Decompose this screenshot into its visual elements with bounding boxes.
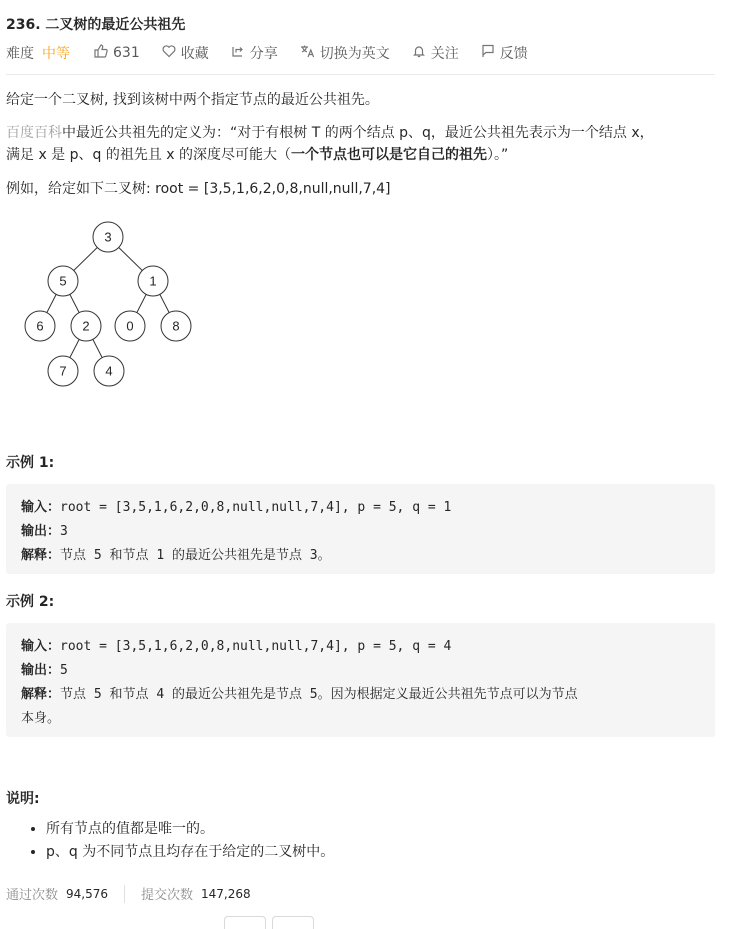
example-2-box bbox=[6, 623, 715, 737]
baidu-baike-link[interactable]: 百度百科 bbox=[6, 125, 62, 141]
switch-language-label: 切换为英文 bbox=[319, 46, 390, 62]
tree-node-label: 3 bbox=[104, 229, 112, 245]
note-item: • p、q 为不同节点且均存在于给定的二叉树中。 bbox=[46, 841, 334, 864]
follow-label: 关注 bbox=[430, 46, 459, 62]
note-item: • 所有节点的值都是唯一的。 bbox=[46, 818, 334, 841]
output-label: 输出： bbox=[21, 663, 61, 678]
share-label: 分享 bbox=[249, 46, 278, 62]
example-2-input: root = [3,5,1,6,2,0,8,null,null,7,4], p = 5, q = 4 bbox=[60, 639, 452, 654]
example-1-heading: 示例 1: bbox=[6, 455, 55, 471]
favorite-button[interactable] bbox=[162, 43, 209, 63]
problem-title: 236. 二叉树的最近公共祖先 bbox=[6, 17, 186, 33]
output-label: 输出： bbox=[21, 524, 61, 539]
submission-stats bbox=[6, 884, 251, 903]
heart-icon bbox=[162, 44, 176, 62]
example-2-explain-line bbox=[21, 683, 578, 702]
favorite-label: 收藏 bbox=[180, 46, 209, 62]
thumbs-up-icon bbox=[94, 44, 108, 62]
example-2-explain-cont: 本身。 bbox=[21, 711, 61, 726]
feedback-button[interactable] bbox=[481, 43, 528, 63]
explain-label: 解释： bbox=[21, 687, 61, 702]
like-button[interactable] bbox=[94, 44, 140, 62]
example-1-box bbox=[6, 484, 715, 574]
tree-node-label: 4 bbox=[105, 363, 113, 379]
tree-node-label: 0 bbox=[126, 318, 134, 334]
submitted-count: 147,268 bbox=[201, 886, 251, 901]
example-intro: 例如，给定如下二叉树: root = [3,5,1,6,2,0,8,null,null,7,4] bbox=[6, 181, 391, 197]
example-1-explain: 节点 5 和节点 1 的最近公共祖先是节点 3。 bbox=[60, 548, 331, 563]
like-count: 631 bbox=[113, 45, 140, 61]
definition-text-2a: 满足 x 是 p、q 的祖先且 x 的深度尽可能大（ bbox=[6, 147, 292, 163]
example-1-explain-line bbox=[21, 544, 331, 563]
flag-icon bbox=[481, 44, 495, 62]
problem-intro: 给定一个二叉树, 找到该树中两个指定节点的最近公共祖先。 bbox=[6, 92, 379, 108]
header-divider bbox=[6, 74, 715, 75]
problem-meta-bar bbox=[6, 43, 715, 63]
example-2-input-line bbox=[21, 635, 451, 654]
input-label: 输入： bbox=[21, 639, 61, 654]
notes-heading: 说明: bbox=[6, 791, 40, 807]
definition-text-1: 中最近公共祖先的定义为：“对于有根树 T 的两个结点 p、q，最近公共祖先表示为一个结点 x， bbox=[62, 125, 654, 141]
difficulty-label: 难度 bbox=[6, 46, 34, 62]
tree-node-label: 5 bbox=[59, 273, 67, 289]
example-2-heading: 示例 2: bbox=[6, 594, 55, 610]
follow-button[interactable] bbox=[412, 43, 459, 63]
explain-label: 解释： bbox=[21, 548, 61, 563]
definition-emphasis: 一个节点也可以是它自己的祖先 bbox=[291, 147, 488, 163]
definition-line-2 bbox=[6, 144, 508, 166]
feedback-label: 反馈 bbox=[499, 46, 528, 62]
bell-icon bbox=[412, 44, 426, 62]
stats-divider bbox=[124, 885, 125, 903]
notes-list bbox=[6, 818, 334, 864]
example-1-output: 3 bbox=[60, 524, 68, 539]
example-1-input-line bbox=[21, 496, 451, 515]
tree-node-label: 8 bbox=[172, 318, 180, 334]
translate-icon bbox=[300, 44, 315, 62]
switch-language-button[interactable] bbox=[300, 43, 390, 63]
accepted-label: 通过次数 bbox=[6, 888, 59, 903]
definition-line-1 bbox=[6, 122, 654, 144]
example-2-output: 5 bbox=[60, 663, 68, 678]
accepted-count: 94,576 bbox=[66, 886, 109, 901]
tree-node-label: 6 bbox=[36, 318, 44, 334]
share-icon bbox=[231, 44, 245, 62]
example-1-input: root = [3,5,1,6,2,0,8,null,null,7,4], p = 5, q = 1 bbox=[60, 500, 452, 515]
tree-node-label: 7 bbox=[59, 363, 67, 379]
tree-node-label: 2 bbox=[82, 318, 90, 334]
binary-tree-diagram bbox=[20, 214, 210, 394]
example-1-output-line bbox=[21, 520, 68, 539]
difficulty-badge: 中等 bbox=[42, 46, 70, 62]
input-label: 输入： bbox=[21, 500, 61, 515]
share-button[interactable] bbox=[231, 43, 278, 63]
example-2-output-line bbox=[21, 659, 68, 678]
tree-node-label: 1 bbox=[149, 273, 157, 289]
definition-text-2c: ）。” bbox=[487, 147, 509, 163]
example-2-explain: 节点 5 和节点 4 的最近公共祖先是节点 5。因为根据定义最近公共祖先节点可以为节点 bbox=[60, 687, 578, 702]
submitted-label: 提交次数 bbox=[141, 888, 194, 903]
